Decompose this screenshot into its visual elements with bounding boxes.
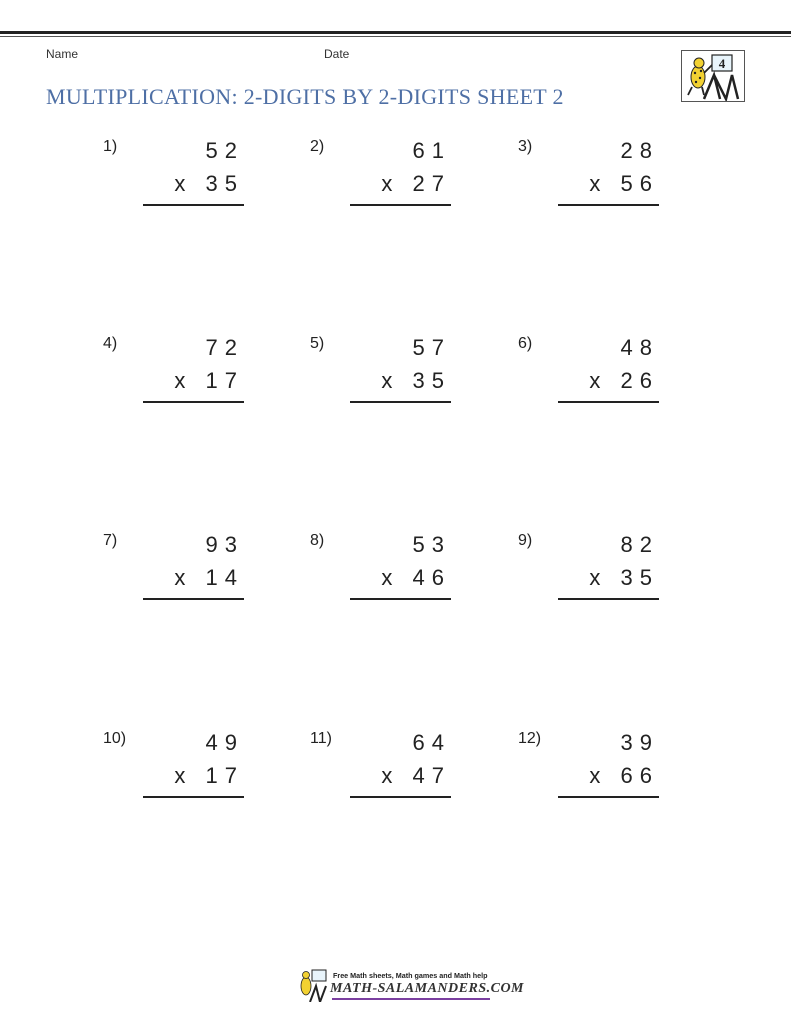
problem-number: 4): [103, 335, 118, 352]
salamander-math-logo-icon: [681, 50, 745, 102]
problem-number: 9): [518, 532, 533, 549]
multiplier: x 17: [174, 763, 244, 788]
answer-line: [558, 598, 659, 600]
answer-line: [143, 401, 244, 403]
multiplicand: 64: [412, 730, 451, 755]
multiplicand: 72: [205, 335, 244, 360]
problem-11: [310, 730, 451, 820]
answer-line: [350, 598, 451, 600]
answer-line: [143, 796, 244, 798]
problem-number: 12): [518, 730, 542, 747]
problem-1: [103, 138, 244, 228]
multiplicand: 61: [412, 138, 451, 163]
page-title: MULTIPLICATION: 2-DIGITS BY 2-DIGITS SHEET 2: [46, 84, 564, 109]
problem-number: 3): [518, 138, 533, 155]
problem-number: 5): [310, 335, 325, 352]
logo-digit: 4: [718, 56, 726, 71]
problem-3: [518, 138, 659, 228]
multiplier: x 56: [589, 171, 659, 196]
multiplicand: 57: [412, 335, 451, 360]
problem-7: [103, 532, 244, 622]
multiplier: x 35: [174, 171, 244, 196]
problem-number: 6): [518, 335, 533, 352]
header-thin-rule: [0, 36, 791, 37]
multiplicand: 93: [205, 532, 244, 557]
footer-brand-link[interactable]: MATH-SALAMANDERS.COM: [330, 981, 524, 996]
answer-line: [350, 401, 451, 403]
problem-number: 10): [103, 730, 127, 747]
answer-line: [143, 204, 244, 206]
problem-9: [518, 532, 659, 622]
multiplicand: 28: [620, 138, 659, 163]
footer: [296, 968, 524, 1004]
problem-number: 1): [103, 138, 118, 155]
date-label: Date: [324, 47, 350, 61]
multiplier: x 66: [589, 763, 659, 788]
name-label: Name: [46, 47, 79, 61]
multiplier: x 46: [381, 565, 451, 590]
footer-salamander-icon: [296, 968, 330, 1002]
header-top-rule: [0, 31, 791, 34]
problem-number: 7): [103, 532, 118, 549]
multiplicand: 49: [205, 730, 244, 755]
problem-number: 2): [310, 138, 325, 155]
problem-number: 11): [310, 730, 332, 747]
multiplicand: 52: [205, 138, 244, 163]
multiplicand: 53: [412, 532, 451, 557]
multiplier: x 47: [381, 763, 451, 788]
answer-line: [350, 204, 451, 206]
multiplicand: 82: [620, 532, 659, 557]
footer-underline: [332, 998, 490, 1000]
multiplicand: 39: [620, 730, 659, 755]
multiplier: x 17: [174, 368, 244, 393]
problem-10: [103, 730, 244, 820]
footer-tagline: Free Math sheets, Math games and Math help: [333, 971, 488, 980]
multiplier: x 14: [174, 565, 244, 590]
problem-8: [310, 532, 451, 622]
problem-4: [103, 335, 244, 425]
answer-line: [558, 796, 659, 798]
answer-line: [350, 796, 451, 798]
answer-line: [143, 598, 244, 600]
multiplier: x 26: [589, 368, 659, 393]
multiplier: x 27: [381, 171, 451, 196]
answer-line: [558, 204, 659, 206]
problem-2: [310, 138, 451, 228]
problem-6: [518, 335, 659, 425]
multiplicand: 48: [620, 335, 659, 360]
problem-12: [518, 730, 659, 820]
answer-line: [558, 401, 659, 403]
problem-number: 8): [310, 532, 325, 549]
multiplier: x 35: [381, 368, 451, 393]
multiplier: x 35: [589, 565, 659, 590]
problem-5: [310, 335, 451, 425]
